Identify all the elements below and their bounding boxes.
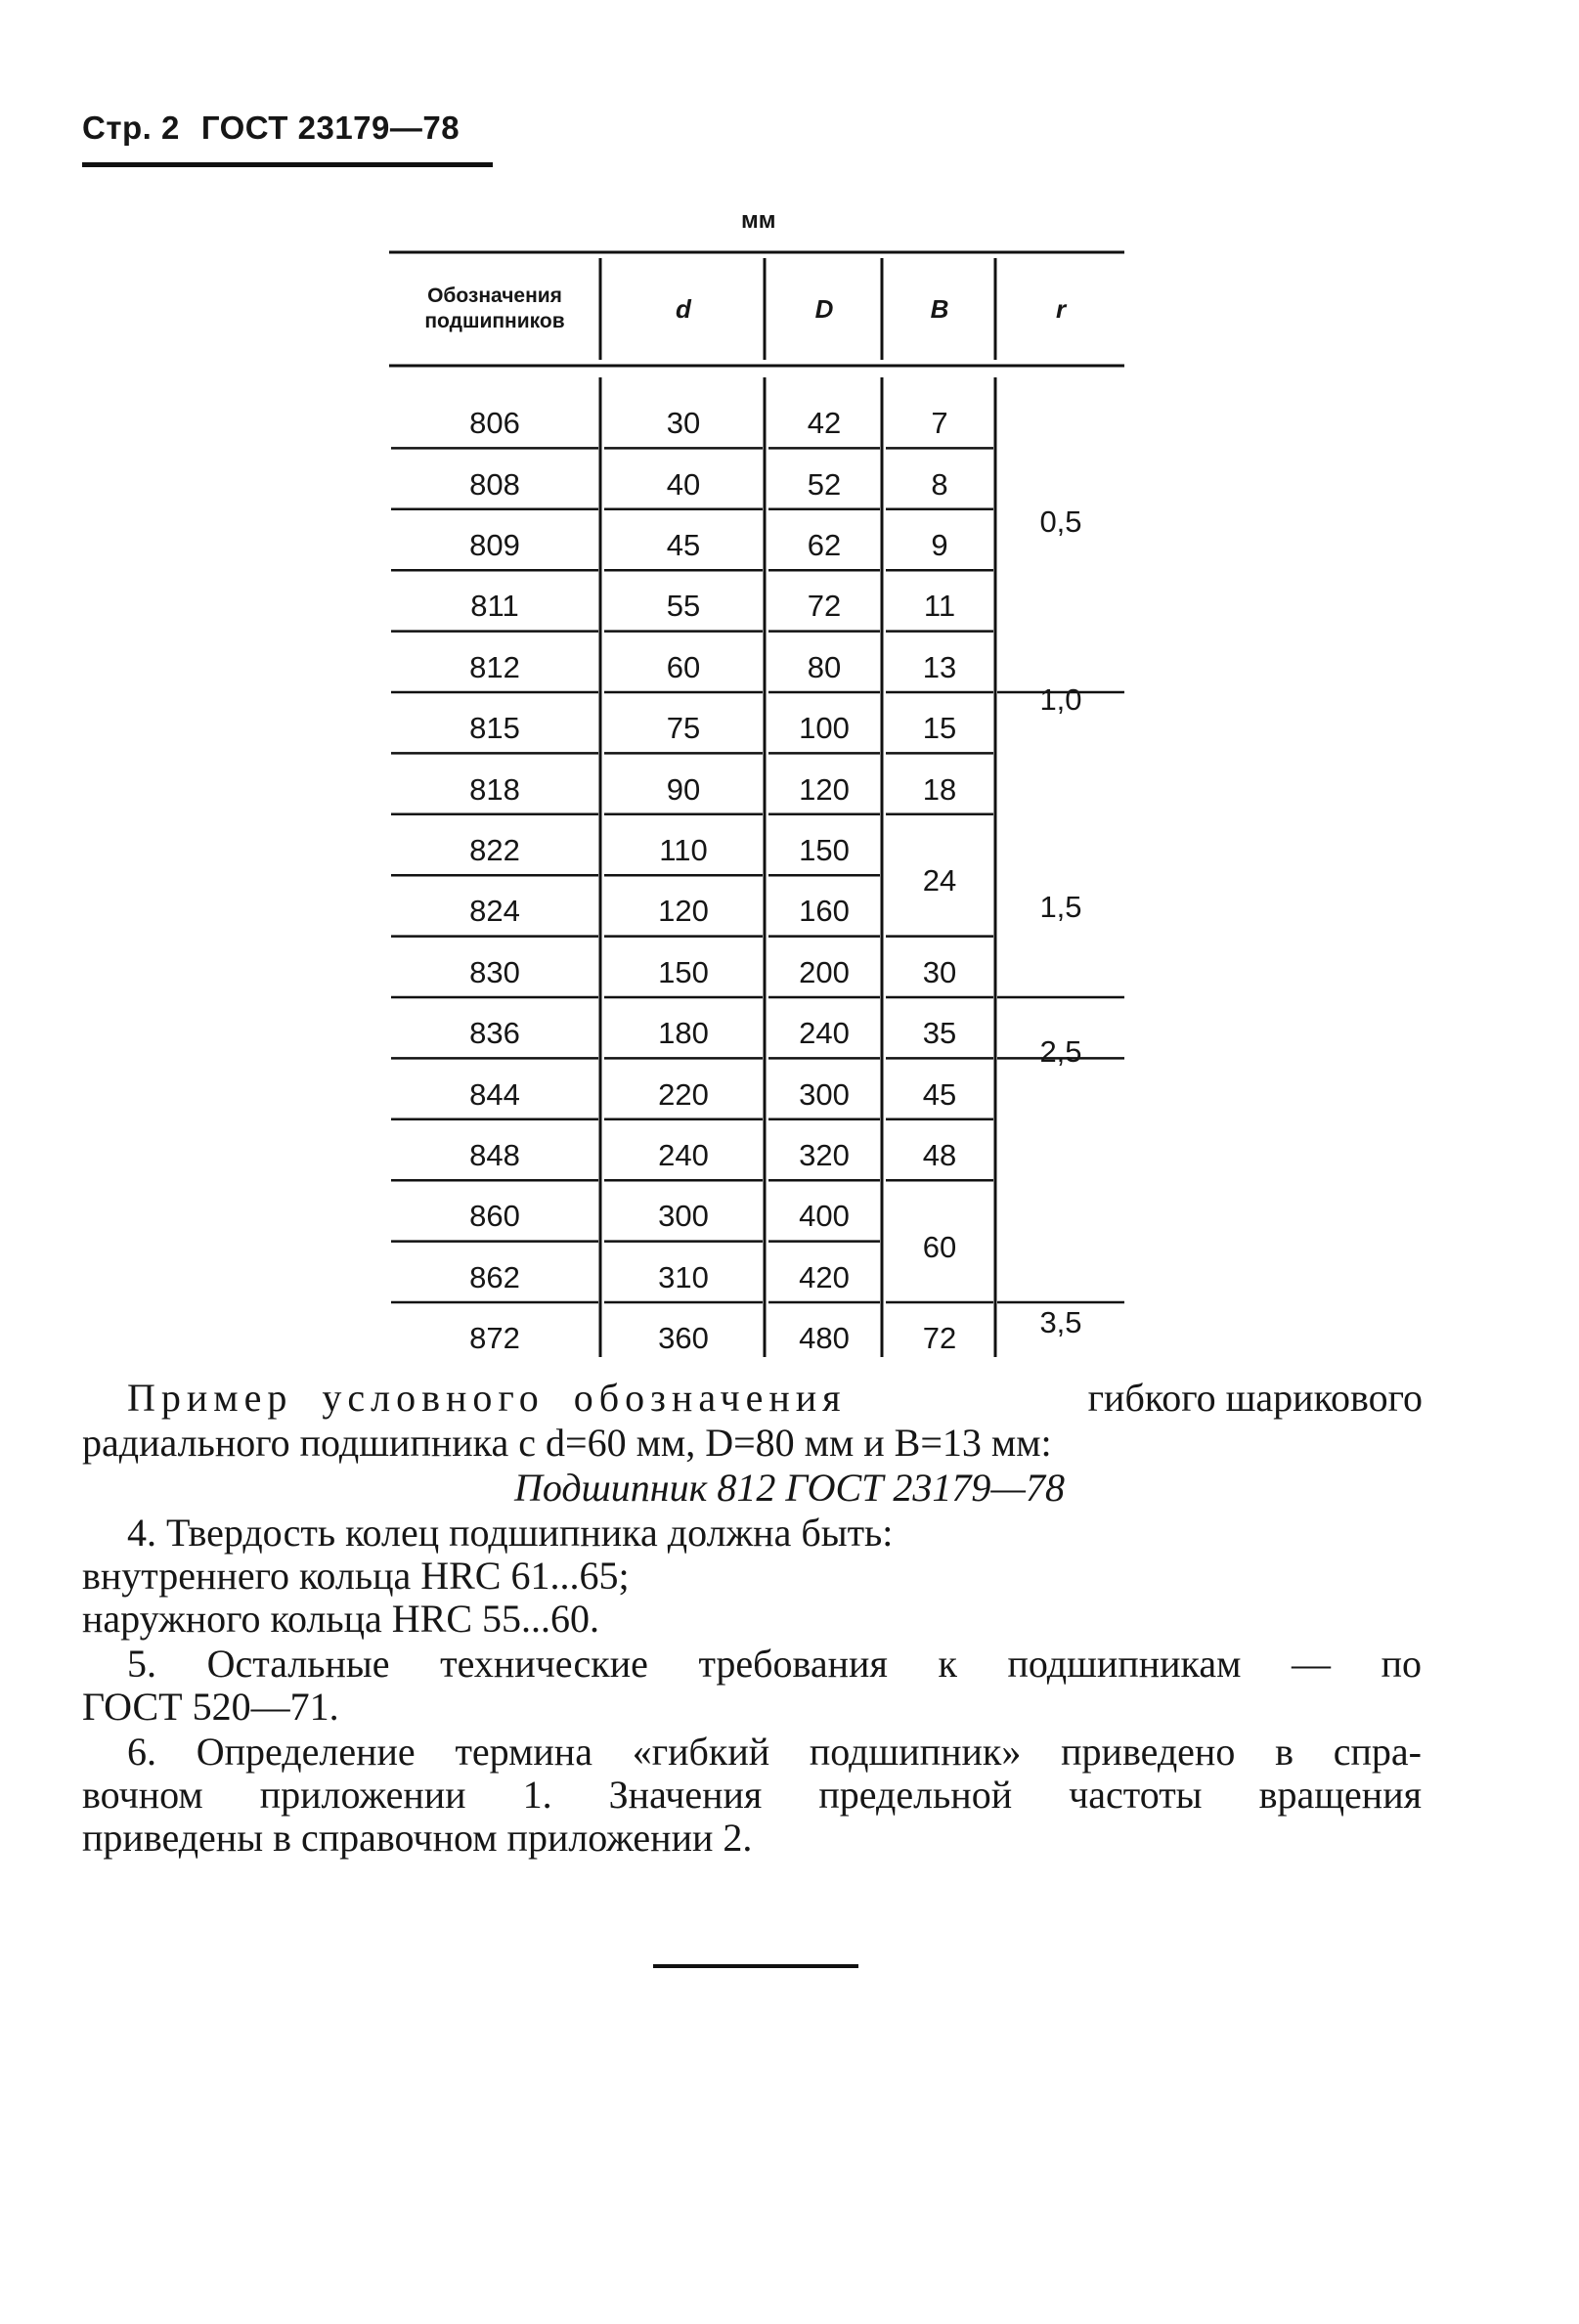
example-lead-rest: гибкого шарикового — [1087, 1376, 1423, 1420]
standard-number: ГОСТ 23179—78 — [200, 110, 461, 146]
cell-designation: 824 — [469, 894, 520, 929]
cell-d: 75 — [666, 711, 701, 746]
cell-designation: 822 — [469, 832, 520, 867]
cell-D: 62 — [807, 527, 842, 562]
cell-designation: 830 — [469, 954, 520, 989]
page-header — [82, 110, 460, 147]
cell-B: 24 — [922, 863, 957, 899]
cell-D: 240 — [799, 1016, 850, 1051]
table-unit: мм — [741, 207, 776, 234]
cell-D: 160 — [799, 894, 850, 929]
example-designation: Подшипник 812 ГОСТ 23179—78 — [514, 1466, 1065, 1510]
cell-B: 30 — [922, 954, 957, 989]
item-4-line-2: внутреннего кольца HRC 61...65; — [82, 1554, 630, 1598]
cell-B: 13 — [922, 649, 957, 684]
column-header-designation: Обозначения подшипников — [424, 285, 565, 332]
cell-B: 7 — [931, 406, 948, 441]
column-header-D: D — [814, 293, 834, 324]
cell-B: 72 — [922, 1321, 957, 1356]
cell-D: 42 — [807, 406, 842, 441]
cell-D: 480 — [799, 1321, 850, 1356]
cell-D: 320 — [799, 1137, 850, 1172]
cell-designation: 811 — [470, 589, 519, 624]
cell-d: 300 — [658, 1199, 709, 1234]
column-header-B: B — [930, 293, 949, 324]
cell-designation: 812 — [469, 649, 520, 684]
cell-D: 420 — [799, 1259, 850, 1294]
cell-d: 30 — [666, 406, 701, 441]
cell-B: 15 — [922, 711, 957, 746]
cell-d: 40 — [666, 466, 701, 502]
cell-B: 11 — [923, 589, 956, 624]
r-value: 1,5 — [1039, 890, 1082, 924]
cell-designation: 848 — [469, 1137, 520, 1172]
cell-D: 300 — [799, 1076, 850, 1112]
example-line-2: радиального подшипника с d=60 мм, D=80 мм и B=13 мм: — [82, 1421, 1052, 1465]
item-4-line-1: 4. Твердость колец подшипника должна быть: — [127, 1511, 894, 1555]
cell-D: 120 — [799, 771, 850, 807]
r-value: 2,5 — [1039, 1034, 1082, 1069]
cell-designation: 809 — [469, 527, 520, 562]
cell-d: 310 — [658, 1259, 709, 1294]
column-header-d: d — [676, 293, 691, 324]
cell-D: 52 — [807, 466, 842, 502]
cell-designation: 862 — [469, 1259, 520, 1294]
cell-d: 90 — [666, 771, 701, 807]
cell-B: 18 — [922, 771, 957, 807]
cell-d: 45 — [666, 527, 701, 562]
cell-D: 200 — [799, 954, 850, 989]
cell-D: 150 — [799, 832, 850, 867]
cell-designation: 806 — [469, 406, 520, 441]
cell-d: 220 — [658, 1076, 709, 1112]
cell-d: 60 — [666, 649, 701, 684]
cell-B: 60 — [922, 1229, 957, 1264]
item-6-line-2: вочном приложении 1. Значения предельной частоты вращения — [82, 1773, 1422, 1817]
item-6-line-1: 6. Определение термина «гибкий подшипник» приведено в спра- — [127, 1730, 1422, 1774]
cell-d: 150 — [658, 954, 709, 989]
cell-designation: 844 — [469, 1076, 520, 1112]
cell-d: 180 — [658, 1016, 709, 1051]
example-lead: Пример условного обозначения — [127, 1376, 847, 1420]
cell-d: 110 — [659, 832, 708, 867]
cell-d: 55 — [666, 589, 701, 624]
r-value: 3,5 — [1039, 1305, 1082, 1339]
bearing-table — [389, 250, 1124, 1360]
cell-d: 120 — [658, 894, 709, 929]
cell-D: 72 — [807, 589, 842, 624]
example-line-1 — [127, 1377, 1423, 1420]
cell-B: 35 — [922, 1016, 957, 1051]
cell-B: 48 — [922, 1137, 957, 1172]
cell-D: 100 — [799, 711, 850, 746]
page-number: Стр. 2 — [82, 110, 180, 146]
cell-d: 240 — [658, 1137, 709, 1172]
cell-B: 9 — [931, 527, 948, 562]
header-rule — [82, 162, 493, 167]
cell-designation: 818 — [469, 771, 520, 807]
r-value: 1,0 — [1039, 682, 1082, 717]
end-rule — [653, 1964, 858, 1968]
cell-designation: 808 — [469, 466, 520, 502]
cell-designation: 872 — [469, 1321, 520, 1356]
cell-D: 400 — [799, 1199, 850, 1234]
cell-designation: 860 — [469, 1199, 520, 1234]
item-6-line-3: приведены в справочном приложении 2. — [82, 1816, 753, 1860]
cell-designation: 836 — [469, 1016, 520, 1051]
item-4-line-3: наружного кольца HRC 55...60. — [82, 1597, 600, 1641]
cell-B: 8 — [931, 466, 948, 502]
item-5-line-2: ГОСТ 520—71. — [82, 1685, 339, 1729]
cell-B: 45 — [922, 1076, 957, 1112]
column-header-r: r — [1055, 293, 1067, 324]
r-value: 0,5 — [1039, 504, 1082, 539]
cell-designation: 815 — [469, 711, 520, 746]
cell-d: 360 — [658, 1321, 709, 1356]
item-5-line-1: 5. Остальные технические требования к подшипникам — по — [127, 1642, 1422, 1686]
cell-D: 80 — [807, 649, 842, 684]
